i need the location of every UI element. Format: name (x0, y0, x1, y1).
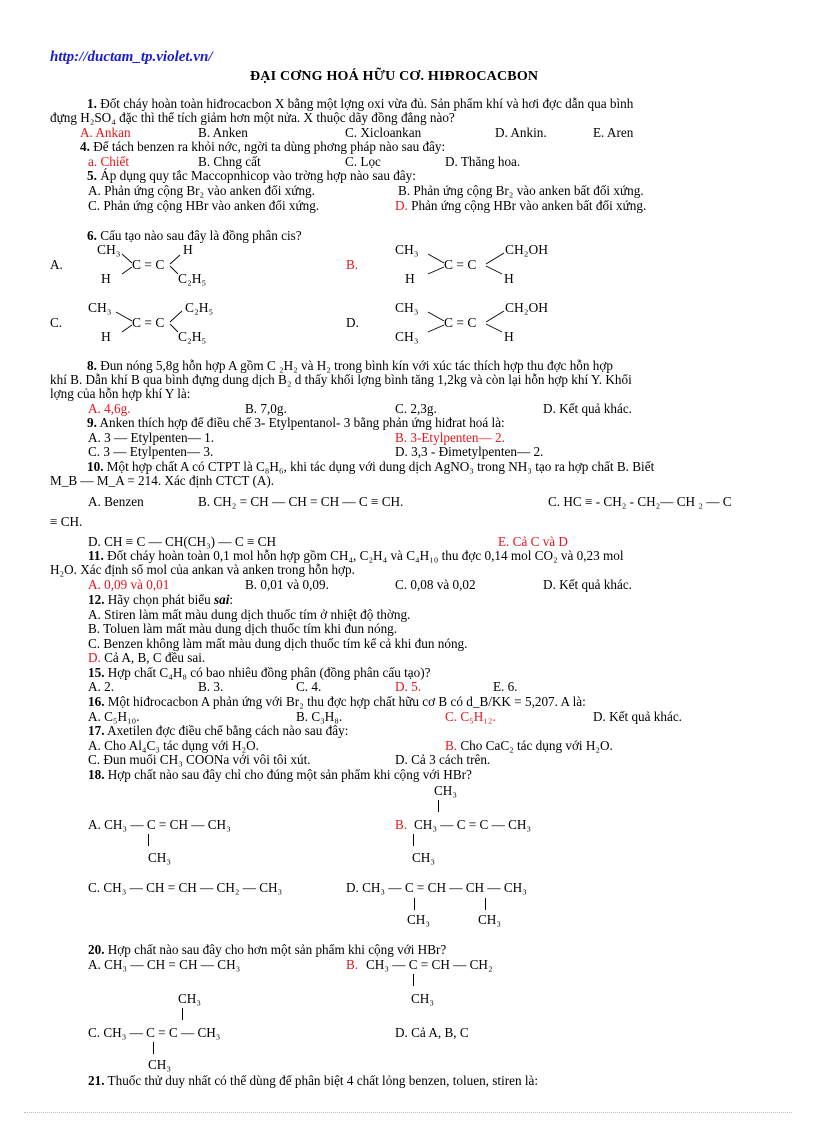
q9-option-b[interactable]: B. 3-Etylpenten— 2. (395, 430, 505, 445)
q12-option-c[interactable]: C. Benzen không làm mất màu dung dịch thuốc tím kể cả khi đun nóng. (88, 636, 468, 651)
q6-option-a[interactable]: A. (50, 257, 63, 272)
q10-option-b[interactable]: B. CH₂ = CH — CH = CH — C ≡ CH. (198, 494, 404, 509)
question-10-line2: M_B — M_A = 214. Xác định CTCT (A). (50, 473, 275, 488)
question-8: 8. Đun nóng 5,8g hỗn hợp A gồm C ₂H₂ và H₂ trong bình kín với xúc tác thích hợp thu đợc hỗn hợp (87, 358, 613, 373)
q15-option-b[interactable]: B. 3. (198, 679, 224, 694)
q1-option-b[interactable]: B. Anken (198, 125, 248, 140)
q11-option-d[interactable]: D. Kết quả khác. (543, 577, 632, 592)
q15-option-a[interactable]: A. 2. (88, 679, 115, 694)
page-bottom-divider (24, 1112, 792, 1113)
q6d-center: C = C (444, 315, 477, 330)
q18-option-b[interactable]: B. (395, 817, 408, 832)
q6b-bottom-right: H (504, 271, 514, 286)
q4-option-b[interactable]: B. Chng cất (198, 154, 261, 169)
q16-option-b[interactable]: B. C₃H₈. (296, 709, 343, 724)
q1-option-c[interactable]: C. Xicloankan (345, 125, 422, 140)
q6b-center: C = C (444, 257, 477, 272)
q18a-sub: CH₃ (148, 850, 171, 865)
q20c-top-sub: CH₃ (178, 991, 201, 1006)
q18b-bottom-sub: CH₃ (412, 850, 435, 865)
question-17: 17. Axetilen đợc điều chế bằng cách nào sau đây: (88, 723, 349, 738)
question-15: 15. Hợp chất C₄H₈ có bao nhiêu đồng phân (đồng phân cấu tạo)? (88, 665, 431, 680)
question-1: 1. Đốt cháy hoàn toàn hiđrocacbon X bằng một lợng oxi vừa đủ. Sản phẩm khí và hơi đợc dẫn qua bình (87, 96, 634, 111)
site-link[interactable]: http://ductam_tp.violet.vn/ (50, 49, 213, 65)
q6b-bonds (420, 250, 510, 280)
q5-option-a[interactable]: A. Phản ứng cộng Br₂ vào anken đối xứng. (88, 183, 315, 198)
question-21: 21. Thuốc thử duy nhất có thể dùng để phân biệt 4 chất lỏng benzen, toluen, stiren là: (88, 1073, 539, 1088)
question-8-line3: lợng của hỗn hợp khí Y là: (50, 386, 191, 401)
q6a-center: C = C (132, 257, 165, 272)
q16-option-d[interactable]: D. Kết quả khác. (593, 709, 682, 724)
q16-option-c[interactable]: C. C₅H₁₂. (445, 709, 496, 724)
question-11-line2: H₂O. Xác định số mol của ankan và anken trong hỗn hợp. (50, 562, 355, 577)
q6a-top-right: H (183, 242, 193, 257)
q18d-bond-1 (414, 898, 415, 910)
q6d-top-right: CH₂OH (505, 300, 548, 315)
q5-option-c[interactable]: C. Phản ứng cộng HBr vào anken đối xứng. (88, 198, 320, 213)
q6-option-d[interactable]: D. (346, 315, 359, 330)
q6b-top-left: CH₃ (395, 242, 419, 257)
question-11: 11. Đốt cháy hoàn toàn 0,1 mol hỗn hợp gồm CH₄, C₂H₄ và C₄H₁₀ thu đợc 0,14 mol CO₂ và 0,23 mol (88, 548, 624, 563)
q20c-top-bond (182, 1008, 183, 1020)
page-title: ĐẠI CƠNG HOÁ HỮU CƠ. HIĐROCACBON (250, 69, 539, 84)
q8-option-a[interactable]: A. 4,6g. (88, 401, 131, 416)
q20b-sub: CH₃ (411, 991, 434, 1006)
q18a-bond (148, 834, 149, 846)
q18d-sub-2: CH₃ (478, 912, 501, 927)
q20-option-d[interactable]: D. Cả A, B, C (395, 1025, 469, 1040)
q8-option-c[interactable]: C. 2,3g. (395, 401, 437, 416)
q17-option-b[interactable]: B. Cho CaC₂ tác dụng với H₂O. (445, 738, 613, 753)
q6d-bonds (420, 308, 510, 338)
q15-option-d[interactable]: D. 5. (395, 679, 422, 694)
q5-option-b[interactable]: B. Phản ứng cộng Br₂ vào anken bất đối xứng. (398, 183, 644, 198)
q6d-bottom-right: H (504, 329, 514, 344)
q6c-bottom-right: C₂H₅ (178, 329, 207, 344)
q20b-bond (413, 974, 414, 986)
q4-option-c[interactable]: C. Lọc (345, 154, 381, 169)
question-18: 18. Hợp chất nào sau đây chỉ cho đúng một sản phẩm khi cộng với HBr? (88, 767, 472, 782)
q10-option-c-cont: ≡ CH. (50, 514, 83, 529)
question-20: 20. Hợp chất nào sau đây cho hơn một sản phẩm khi cộng với HBr? (88, 942, 447, 957)
question-16: 16. Một hiđrocacbon A phản ứng với Br₂ thu đợc hợp chất hữu cơ B có d_B/KK = 5,207. A là: (88, 694, 586, 709)
q6c-top-right: C₂H₅ (185, 300, 214, 315)
q20-option-a[interactable]: A. CH₃ — CH = CH — CH₃ (88, 957, 241, 972)
q6b-top-right: CH₂OH (505, 242, 548, 257)
q17-option-c[interactable]: C. Đun muối CH₃ COONa với vôi tôi xút. (88, 752, 311, 767)
q18d-sub-1: CH₃ (407, 912, 430, 927)
q6c-top-left: CH₃ (88, 300, 112, 315)
question-4: 4. Để tách benzen ra khỏi nớc, ngời ta dùng phơng pháp nào sau đây: (80, 139, 446, 154)
q10-option-a[interactable]: A. Benzen (88, 494, 144, 509)
q12-option-d[interactable]: D. Cả A, B, C đều sai. (88, 650, 206, 665)
question-9: 9. Anken thích hợp để điều chế 3- Etylpentanol- 3 bằng phản ứng hiđrat hoá là: (87, 415, 505, 430)
q10-option-c[interactable]: C. HC ≡ - CH₂ - CH₂— CH ₂ — C (548, 494, 732, 509)
q6c-bonds (110, 308, 190, 338)
q1-option-a[interactable]: A. Ankan (80, 125, 131, 140)
q18b-bottom-bond (413, 834, 414, 846)
q11-option-a[interactable]: A. 0,09 và 0,01 (88, 577, 170, 592)
q1-option-e[interactable]: E. Aren (593, 125, 634, 140)
q10-option-e[interactable]: E. Cả C và D (498, 534, 568, 549)
q12-option-a[interactable]: A. Stiren làm mất màu dung dịch thuốc tím ở nhiệt độ thờng. (88, 607, 411, 622)
q10-option-d[interactable]: D. CH ≡ C — CH(CH₃) — C ≡ CH (88, 534, 276, 549)
q6a-bonds (110, 250, 190, 280)
question-6: 6. Cấu tạo nào sau đây là đồng phân cis? (87, 228, 302, 243)
q6a-top-left: CH₃ (97, 242, 121, 257)
q6-option-b[interactable]: B. (346, 257, 359, 272)
q18b-top-sub: CH₃ (434, 783, 457, 798)
q9-option-d[interactable]: D. 3,3 - Đimetylpenten— 2. (395, 444, 544, 459)
q5-option-d[interactable]: D. Phản ứng cộng HBr vào anken bất đối xứng. (395, 198, 647, 213)
q18-option-d[interactable]: D. CH₃ — C = CH — CH — CH₃ (346, 880, 527, 895)
q4-option-d[interactable]: D. Thăng hoa. (445, 154, 521, 169)
q6a-bottom-right: C₂H₅ (178, 271, 207, 286)
q20b-formula: CH₃ — C = CH — CH₂ (366, 957, 493, 972)
q15-option-c[interactable]: C. 4. (296, 679, 322, 694)
q20-option-c[interactable]: C. CH₃ — C = C — CH₃ (88, 1025, 221, 1040)
q11-option-c[interactable]: C. 0,08 và 0,02 (395, 577, 476, 592)
q6d-top-left: CH₃ (395, 300, 419, 315)
q20c-bottom-bond (153, 1042, 154, 1054)
q6d-bottom-left: CH₃ (395, 329, 419, 344)
q9-option-c[interactable]: C. 3 — Etylpenten— 3. (88, 444, 214, 459)
q4-option-a[interactable]: a. Chiết (88, 154, 130, 169)
q16-option-a[interactable]: A. C₅H₁₀. (88, 709, 140, 724)
q8-option-d[interactable]: D. Kết quả khác. (543, 401, 632, 416)
question-12: 12. Hãy chọn phát biểu sai: (88, 592, 234, 607)
q1-option-d[interactable]: D. Ankin. (495, 125, 547, 140)
q15-option-e[interactable]: E. 6. (493, 679, 518, 694)
question-8-line2: khí B. Dẫn khí B qua bình đựng dung dịch B₂ d thấy khối lợng bình tăng 1,2kg và còn lại hỗn hợp khí Y. Khối (50, 372, 632, 387)
q11-option-b[interactable]: B. 0,01 và 0,09. (245, 577, 329, 592)
q18-option-a[interactable]: A. CH₃ — C = CH — CH₃ (88, 817, 231, 832)
question-1-line2: đựng H₂SO₄ đặc thì thể tích giảm hơn một nửa. X thuộc dãy đồng đẳng nào? (50, 110, 455, 125)
q17-option-a[interactable]: A. Cho Al₄C₃ tác dụng với H₂O. (88, 738, 259, 753)
q6a-bottom-left: H (101, 271, 111, 286)
q20-option-b[interactable]: B. (346, 957, 359, 972)
q18d-bond-2 (485, 898, 486, 910)
q6-option-c[interactable]: C. (50, 315, 63, 330)
q6b-bottom-left: H (405, 271, 415, 286)
q18-option-c[interactable]: C. CH₃ — CH = CH — CH₂ — CH₃ (88, 880, 283, 895)
q12-option-b[interactable]: B. Toluen làm mất màu dung dịch thuốc tím khi đun nóng. (88, 621, 398, 636)
q20c-bottom-sub: CH₃ (148, 1057, 171, 1072)
q6c-bottom-left: H (101, 329, 111, 344)
q18b-top-bond (438, 800, 439, 812)
q9-option-a[interactable]: A. 3 — Etylpenten— 1. (88, 430, 214, 445)
q6c-center: C = C (132, 315, 165, 330)
question-10: 10. Một hợp chất A có CTPT là C₈H₆, khi tác dụng với dung dịch AgNO₃ trong NH₃ tạo ra hợp chất B. Biết (87, 459, 655, 474)
q18b-formula: CH₃ — C = C — CH₃ (414, 817, 532, 832)
q17-option-d[interactable]: D. Cả 3 cách trên. (395, 752, 491, 767)
q8-option-b[interactable]: B. 7,0g. (245, 401, 287, 416)
question-5: 5. Áp dụng quy tắc Maccopnhicop vào trờng hợp nào sau đây: (87, 168, 416, 183)
